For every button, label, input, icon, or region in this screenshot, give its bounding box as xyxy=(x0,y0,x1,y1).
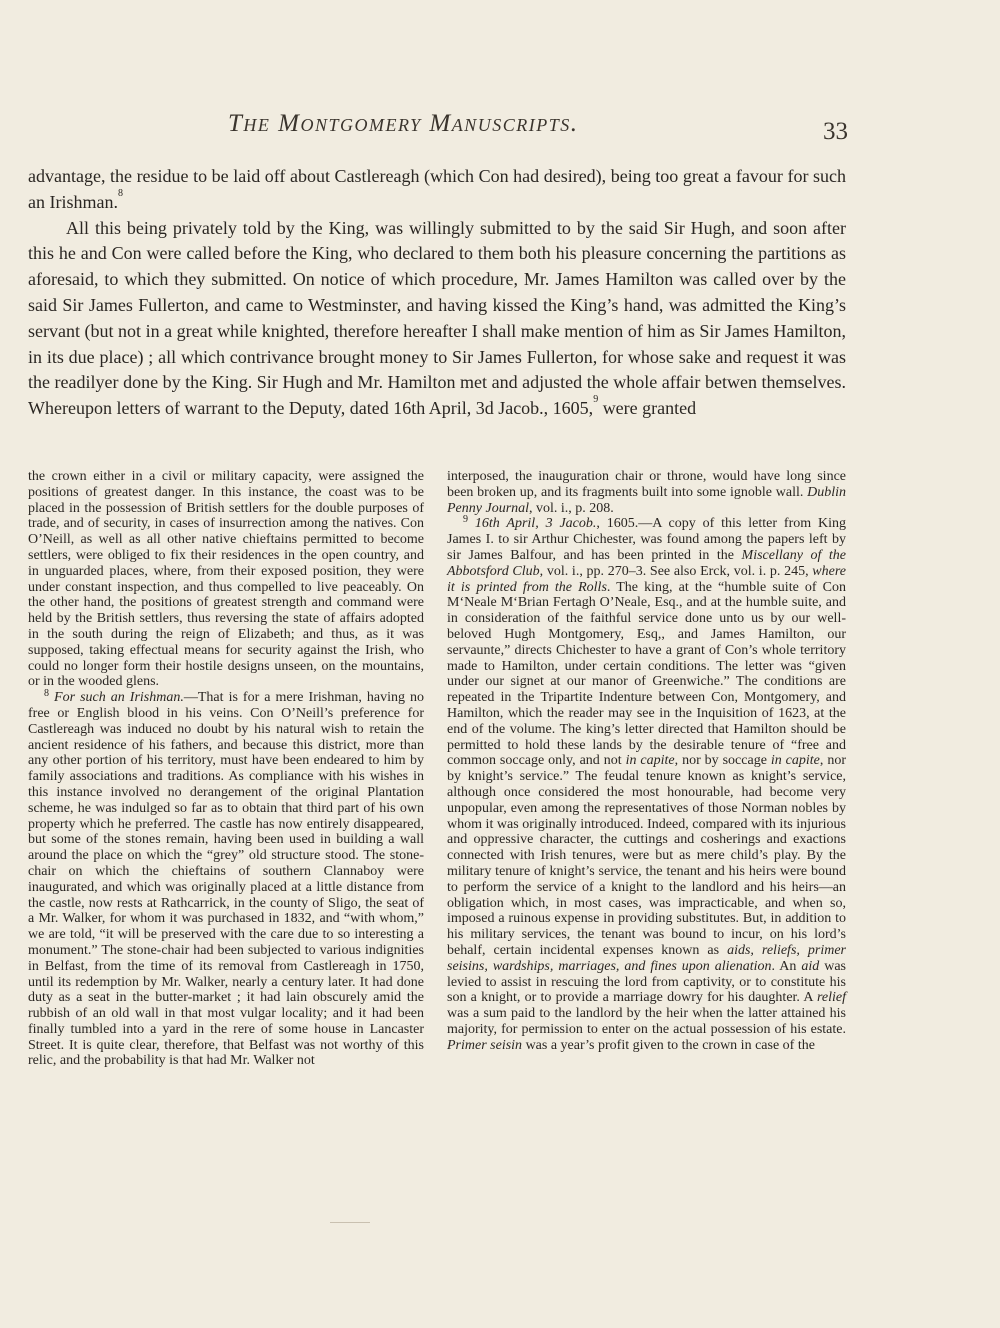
main-paragraph xyxy=(28,164,846,216)
footnote-number: 9 xyxy=(463,514,468,526)
italic-phrase: aids, reliefs, primer seisins, wardships, marriages, and fines upon alienation xyxy=(447,942,846,974)
footnote-text: , vol. i., p. 208. xyxy=(529,500,614,516)
italic-phrase: in capite xyxy=(770,753,820,769)
main-paragraph-text: All this being privately told by the King, was willingly submitted to by the said Sir Hugh, and soon after this he and Con were called before the King, who declared to them both his pleasure concerning the partitions as aforesaid, to which they submitted. On notice of which procedure, Mr. James Hamilton was called over by the said Sir James Fullerton, and came to Westminster, and having kissed the King’s hand, was admitted the King’s servant (but not in a great while knighted, therefore hereafter I shall make mention of him as Sir James Hamilton, in its due place) ; all which contrivance brought money to Sir James Fullerton, for whose sake and request it was the readilyer done by the King. Sir Hugh and Mr. Hamilton met and adjusted the whole affair betwen themselves. Whereupon letters of warrant to the Deputy, dated 16th April, 3d Jacob., 1605, xyxy=(28,217,846,419)
footnote-number: 8 xyxy=(44,688,49,700)
source-title: Dublin Penny Journal xyxy=(447,484,846,516)
italic-phrase: aid xyxy=(801,958,820,974)
footnote-text: , nor by soccage xyxy=(674,753,771,769)
main-text xyxy=(28,164,846,422)
italic-phrase: in capite xyxy=(625,753,675,769)
source-title: Miscellany of the Abbotsford Club xyxy=(447,547,846,579)
footnote-ref: 9 xyxy=(593,394,599,406)
footnote-continuation xyxy=(447,469,846,516)
running-title: The Montgomery Manuscripts. xyxy=(228,110,579,137)
footnote-text: was a sum paid to the landlord by the heir when the latter attained his majority, for permission to enter on the actual possession of his estate. xyxy=(447,1006,846,1037)
footnote-text: —That is for a mere Irishman, having no free or English blood in his veins. Con O’Neill’s preference for Castlereagh was induced no doubt by his natural wish to retain the ancient residence of his fathers, and because this district, more than any other portion of his territory, must have been endeared to him by family associations and traditions. As compliance with his wishes in this instance involved no derangement of the original Plantation scheme, he was indulged so far as to obtain that third part of his own property which he preferred. The castle has now entirely disappeared, but some of the stones remain, having been used in building a wall around the place on which the “grey” old structure stood. The stone-chair on which the chieftains of southern Clannaboy were inaugurated, and which was originally placed at a little distance from the castle, now rests at Rathcarrick, in the county of Sligo, the seat of a Mr. Walker, for whom it was purchased in 1832, and “with whom,” we are told, “it will be preserved with the care due to so interesting a monument.” The stone-chair had been subjected to various indignities in Belfast, from the time of its removal from Castlereagh in 1750, until its redemption by Mr. Walker, nearly a century later. It had done duty as a seat in the butter-market ; it had lain obscurely amid the rubbish of an old wall in that most vulgar locality; and it had been finally tumbled into a yard in the rere of some house in Lancaster Street. It is quite clear, therefore, that Belfast was not worthy of this relic, and the probability is that had Mr. Walker not xyxy=(28,690,424,1069)
divider xyxy=(330,1222,370,1223)
footnote-text: was levied to assist in rescuing the lord from captivity, or to constitute his son a knight, or to provide a marriage dowry for his daughter. A xyxy=(447,958,846,1006)
footnote-text: was a year’s profit given to the crown in case of the xyxy=(522,1037,815,1053)
footnotes-left-column xyxy=(28,469,424,1069)
footnote-text: , 1605.—A copy of this letter from King James I. to sir Arthur Chichester, was found among the papers left by sir James Balfour, and has been printed in the xyxy=(447,516,846,563)
footnote-lemma: For such an Irishman. xyxy=(54,690,184,706)
italic-phrase: Primer seisin xyxy=(447,1037,523,1053)
italic-phrase: where it is printed from the Rolls xyxy=(447,563,846,595)
footnote-text: , vol. i., pp. 270–3. See also Erck, vol. i. p. 245, xyxy=(539,563,813,579)
page-number: 33 xyxy=(823,118,848,145)
footnotes-right-column xyxy=(447,469,846,1053)
footnote-text: . An xyxy=(771,958,802,974)
footnote-8 xyxy=(28,690,424,1069)
main-paragraph-text: advantage, the residue to be laid off about Castlereagh (which Con had desired), being too great a favour for such an Irishman. xyxy=(28,166,846,212)
footnote-text: . The king, at the “humble suite of Con M‘Neale M‘Brian Fertagh O’Neale, Esq., and at the humble suite, and in consideration of the faithful service done unto us by our well-beloved Hugh Montgomery, Esq,, and James Hamilton, our servaunte,” directs Chichester to have a grant of Con’s whole territory made to Hamilton, under certain conditions. The letter was “given under our signet at our manor of Greenwiche.” The conditions are repeated in the Tripartite Indenture between Con, Montgomery, and Hamilton, which the reader may see in the Inquisition of 1623, at the end of the volume. The king’s letter directed that Hamilton should be permitted to hold these lands by the desirable tenure of “free and common soccage only, and not xyxy=(447,579,847,769)
italic-phrase: relief xyxy=(816,990,846,1006)
footnote-text: interposed, the inauguration chair or throne, would have long since been broken up, and its fragments built into some ignoble wall. xyxy=(447,469,846,500)
main-paragraph xyxy=(28,216,846,422)
main-paragraph-text: were granted xyxy=(598,398,697,419)
footnote-text: , nor by knight’s service.” The feudal tenure known as knight’s service, although once considered the most honourable, had become very unpopular, even among the representatives of those Norman nobles by whom it was originally introduced. Indeed, compared with its injurious and oppressive character, the cuttings and cosherings and exactions connected with Irish tenures, were but as mere child’s play. By the military tenure of knight’s service, the tenant and his heirs were bound to perform the service of a knight to the landlord and his heirs—an obligation which, in most cases, was impracticable, and when so, imposed a ruinous expense in providing substitutes. But, in addition to his military services, the tenant was bound to incur, on his lord’s behalf, certain incidental expenses known as xyxy=(447,753,846,958)
footnote-lemma: 16th April, 3 Jacob. xyxy=(474,516,597,532)
footnote-9 xyxy=(447,516,846,1053)
footnote-ref: 8 xyxy=(117,187,123,199)
footnote-continuation: the crown either in a civil or military capacity, were assigned the positions of greatest danger. In this instance, the coast was to be placed in the possession of British settlers for the double purposes of trade, and of security, in cases of insurrection among the natives. Con O’Neill, as well as all other native chieftains permitted to become settlers, were obliged to fix their residences in the open country, and in unguarded places, where, from their exposed position, they were under constant inspection, and thus compelled to live peaceably. On the other hand, the positions of greatest strength and command were held by the British settlers, thus reversing the state of affairs adopted in the south during the reign of Elizabeth; and thus, as it was supposed, taking effectual means for security against the Irish, who could no longer form their hostile designs unseen, on the mountains, or in the wooded glens. xyxy=(28,469,424,690)
running-head xyxy=(228,110,848,150)
